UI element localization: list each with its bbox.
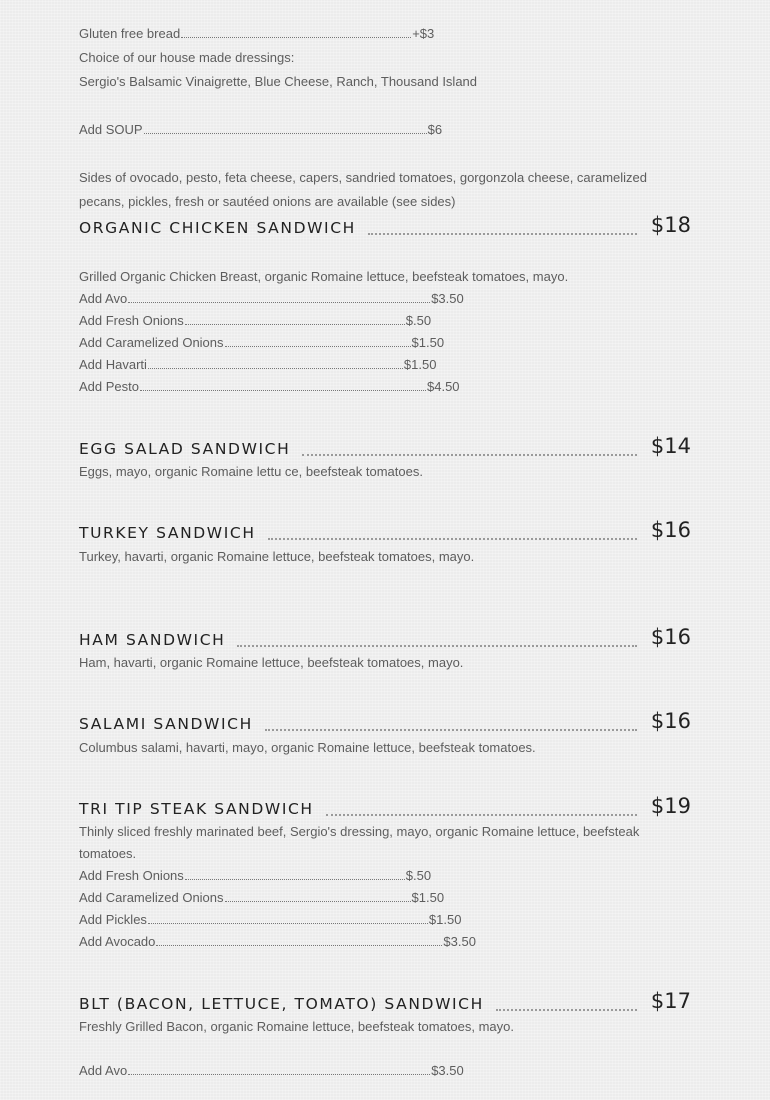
- addon-price: $1.50: [411, 890, 445, 905]
- leader-dots: [225, 901, 411, 902]
- leader-dots: [496, 1009, 637, 1011]
- addon-line: [79, 1060, 464, 1082]
- menu-item-header: [79, 706, 691, 734]
- item-description: Thinly sliced freshly marinated beef, Sergio's dressing, mayo, organic Romaine lettuce, beefsteak tomatoes.: [79, 824, 640, 861]
- addon-line: [79, 310, 568, 332]
- leader-dots: [185, 879, 405, 880]
- item-description: Ham, havarti, organic Romaine lettuce, beefsteak tomatoes, mayo.: [79, 655, 464, 670]
- addon-price: $6: [427, 122, 443, 137]
- item-price: $17: [650, 989, 691, 1013]
- leader-dots: [128, 302, 430, 303]
- addon-line: [79, 931, 649, 953]
- addon-price: $1.50: [411, 335, 445, 350]
- addon-price: $1.50: [403, 357, 437, 372]
- addon-label: Add Fresh Onions: [79, 313, 184, 328]
- addon-price: $4.50: [427, 379, 460, 394]
- addon-price: $3.50: [431, 291, 464, 306]
- soup-line: [79, 118, 442, 142]
- menu-item-header: [79, 515, 691, 543]
- item-price: $14: [650, 434, 691, 458]
- addon-line: [79, 332, 568, 354]
- chicken-details: [79, 266, 568, 398]
- addon-price: $.50: [405, 313, 432, 328]
- addon-price: $3.50: [431, 1063, 464, 1078]
- addon-line: [79, 865, 649, 887]
- addon-label: Add SOUP: [79, 122, 143, 137]
- item-name: SALAMI SANDWICH: [79, 715, 253, 733]
- leader-dots: [237, 645, 637, 647]
- addon-label: Add Pesto: [79, 379, 139, 394]
- item-name: TRI TIP STEAK SANDWICH: [79, 800, 314, 818]
- leader-dots: [128, 1074, 430, 1075]
- addon-label: Add Caramelized Onions: [79, 335, 224, 350]
- addon-price: $.50: [405, 868, 432, 883]
- item-name: ORGANIC CHICKEN SANDWICH: [79, 219, 356, 237]
- item-description: Freshly Grilled Bacon, organic Romaine lettuce, beefsteak tomatoes, mayo.: [79, 1019, 514, 1034]
- menu-item-header: [79, 210, 691, 238]
- dressings-list: Sergio's Balsamic Vinaigrette, Blue Cheese, Ranch, Thousand Island: [79, 74, 478, 89]
- addon-price: +$3: [412, 26, 435, 41]
- leader-dots: [302, 454, 637, 456]
- menu-item-header: [79, 986, 691, 1014]
- addon-price: $3.50: [443, 934, 476, 949]
- item-price: $19: [650, 794, 691, 818]
- item-name: TURKEY SANDWICH: [79, 524, 256, 542]
- addon-label: Add Havarti: [79, 357, 147, 372]
- addon-line: [79, 288, 568, 310]
- addon-label: Gluten free bread: [79, 26, 181, 41]
- addon-line: [79, 354, 568, 376]
- addon-line: [79, 887, 649, 909]
- leader-dots: [144, 133, 427, 134]
- intro-section: [79, 22, 477, 94]
- item-description: Turkey, havarti, organic Romaine lettuce, beefsteak tomatoes, mayo.: [79, 549, 475, 564]
- dressings-label: Choice of our house made dressings:: [79, 50, 295, 65]
- leader-dots: [148, 923, 428, 924]
- addon-label: Add Caramelized Onions: [79, 890, 224, 905]
- leader-dots: [181, 37, 411, 38]
- item-description: Columbus salami, havarti, mayo, organic Romaine lettuce, beefsteak tomatoes.: [79, 740, 536, 755]
- item-name: BLT (BACON, LETTUCE, TOMATO) SANDWICH: [79, 995, 484, 1013]
- addon-label: Add Fresh Onions: [79, 868, 184, 883]
- item-price: $16: [650, 709, 691, 733]
- leader-dots: [140, 390, 426, 391]
- item-name: EGG SALAD SANDWICH: [79, 440, 291, 458]
- leader-dots: [326, 814, 637, 816]
- leader-dots: [185, 324, 405, 325]
- item-price: $16: [650, 518, 691, 542]
- menu-item-header: [79, 431, 691, 459]
- leader-dots: [368, 233, 637, 235]
- addon-label: Add Avo: [79, 291, 128, 306]
- menu-item-header: [79, 622, 691, 650]
- addon-label: Add Avo: [79, 1063, 128, 1078]
- addon-label: Add Avocado: [79, 934, 156, 949]
- addon-line: [79, 376, 568, 398]
- addon-line: [79, 909, 649, 931]
- item-description: Eggs, mayo, organic Romaine lettu ce, beefsteak tomatoes.: [79, 464, 423, 479]
- leader-dots: [265, 729, 637, 731]
- addon-label: Add Pickles: [79, 912, 147, 927]
- gluten-free-line: [79, 22, 477, 46]
- menu-item-header: [79, 791, 691, 819]
- sides-note: Sides of ovocado, pesto, feta cheese, capers, sandried tomatoes, gorgonzola cheese, caramelized pecans, pickles, fresh or sautéed onions are available (see sides): [79, 170, 648, 209]
- leader-dots: [148, 368, 403, 369]
- leader-dots: [225, 346, 411, 347]
- item-price: $18: [650, 213, 691, 237]
- item-description: Grilled Organic Chicken Breast, organic Romaine lettuce, beefsteak tomatoes, mayo.: [79, 269, 569, 284]
- leader-dots: [268, 538, 637, 540]
- leader-dots: [156, 945, 442, 946]
- item-name: HAM SANDWICH: [79, 631, 226, 649]
- item-price: $16: [650, 625, 691, 649]
- tritip-details: [79, 821, 649, 953]
- addon-price: $1.50: [428, 912, 462, 927]
